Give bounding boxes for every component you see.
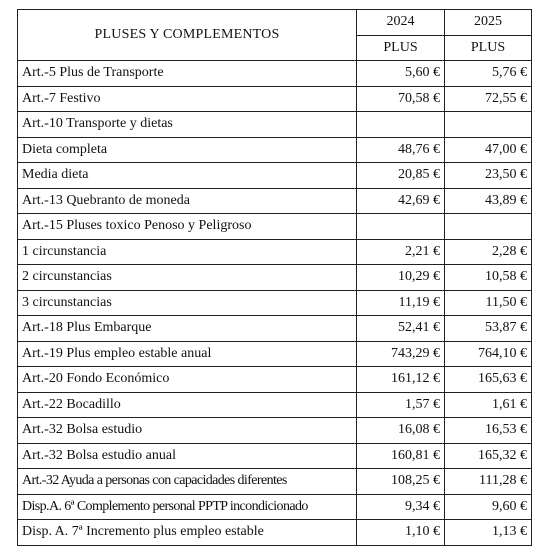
amount-2025-cell: 1,61 € (445, 392, 532, 418)
amount-2025-cell: 23,50 € (445, 163, 532, 189)
amount-2025-cell: 764,10 € (445, 341, 532, 367)
concept-cell: 3 circunstancias (18, 290, 357, 316)
amount-2025-cell: 1,13 € (445, 520, 532, 546)
concept-cell: Art.-7 Festivo (18, 86, 357, 112)
amount-2025-cell: 11,50 € (445, 290, 532, 316)
concept-cell: Art.-18 Plus Embarque (18, 316, 357, 342)
table-row (18, 341, 532, 367)
concept-cell: Art.-19 Plus empleo estable anual (18, 341, 357, 367)
amount-2025-cell: 9,60 € (445, 494, 532, 520)
amount-2024-cell (357, 112, 445, 138)
concept-cell: Art.-5 Plus de Transporte (18, 61, 357, 87)
concept-cell: Art.-22 Bocadillo (18, 392, 357, 418)
amount-2024-cell: 743,29 € (357, 341, 445, 367)
concept-cell: 2 circunstancias (18, 265, 357, 291)
table-row (18, 265, 532, 291)
concept-cell: Dieta completa (18, 137, 357, 163)
amount-2025-cell: 53,87 € (445, 316, 532, 342)
table-row (18, 392, 532, 418)
amount-2025-cell: 47,00 € (445, 137, 532, 163)
amount-2024-cell: 16,08 € (357, 418, 445, 444)
concept-cell: Disp.A. 6ª Complemento personal PPTP incondicionado (18, 494, 357, 520)
table-row (18, 494, 532, 520)
amount-2024-cell: 161,12 € (357, 367, 445, 393)
amount-2025-cell: 111,28 € (445, 469, 532, 495)
amount-2025-cell: 165,32 € (445, 443, 532, 469)
amount-2025-cell (445, 112, 532, 138)
table-row (18, 188, 532, 214)
table-row (18, 520, 532, 546)
table-row (18, 137, 532, 163)
amount-2024-cell: 160,81 € (357, 443, 445, 469)
concept-cell: 1 circunstancia (18, 239, 357, 265)
amount-2024-cell: 20,85 € (357, 163, 445, 189)
table-row (18, 316, 532, 342)
table-row (18, 214, 532, 240)
table-row (18, 239, 532, 265)
amount-2024-cell: 52,41 € (357, 316, 445, 342)
concept-cell: Art.-10 Transporte y dietas (18, 112, 357, 138)
concept-cell: Disp. A. 7ª Incremento plus empleo estable (18, 520, 357, 546)
plus-2025-header: PLUS (445, 35, 532, 61)
amount-2024-cell: 108,25 € (357, 469, 445, 495)
amount-2024-cell: 11,19 € (357, 290, 445, 316)
concept-cell: Art.-32 Ayuda a personas con capacidades diferentes (18, 469, 357, 495)
amount-2025-cell: 72,55 € (445, 86, 532, 112)
concept-cell: Art.-32 Bolsa estudio (18, 418, 357, 444)
year-2024-header: 2024 (357, 10, 445, 36)
concept-cell: Media dieta (18, 163, 357, 189)
amount-2024-cell: 70,58 € (357, 86, 445, 112)
concept-cell: Art.-15 Pluses toxico Penoso y Peligroso (18, 214, 357, 240)
table-row (18, 112, 532, 138)
concept-cell: Art.-13 Quebranto de moneda (18, 188, 357, 214)
amount-2024-cell: 1,10 € (357, 520, 445, 546)
amount-2024-cell: 2,21 € (357, 239, 445, 265)
amount-2024-cell: 1,57 € (357, 392, 445, 418)
table-row (18, 86, 532, 112)
pluses-table (17, 9, 532, 546)
amount-2025-cell (445, 214, 532, 240)
amount-2024-cell: 5,60 € (357, 61, 445, 87)
amount-2024-cell: 48,76 € (357, 137, 445, 163)
year-2025-header: 2025 (445, 10, 532, 36)
plus-2024-header: PLUS (357, 35, 445, 61)
table-row (18, 418, 532, 444)
amount-2025-cell: 10,58 € (445, 265, 532, 291)
table-row (18, 367, 532, 393)
table-row (18, 163, 532, 189)
amount-2024-cell: 42,69 € (357, 188, 445, 214)
amount-2025-cell: 165,63 € (445, 367, 532, 393)
header-row-years (18, 10, 532, 36)
table-body (18, 61, 532, 546)
amount-2024-cell: 9,34 € (357, 494, 445, 520)
table-row (18, 61, 532, 87)
table-row (18, 469, 532, 495)
table-row (18, 443, 532, 469)
concept-cell: Art.-20 Fondo Económico (18, 367, 357, 393)
table-header (18, 10, 532, 61)
amount-2025-cell: 5,76 € (445, 61, 532, 87)
amount-2025-cell: 16,53 € (445, 418, 532, 444)
amount-2025-cell: 2,28 € (445, 239, 532, 265)
concept-cell: Art.-32 Bolsa estudio anual (18, 443, 357, 469)
table-title: PLUSES Y COMPLEMENTOS (18, 10, 357, 61)
amount-2024-cell: 10,29 € (357, 265, 445, 291)
amount-2025-cell: 43,89 € (445, 188, 532, 214)
amount-2024-cell (357, 214, 445, 240)
table-row (18, 290, 532, 316)
